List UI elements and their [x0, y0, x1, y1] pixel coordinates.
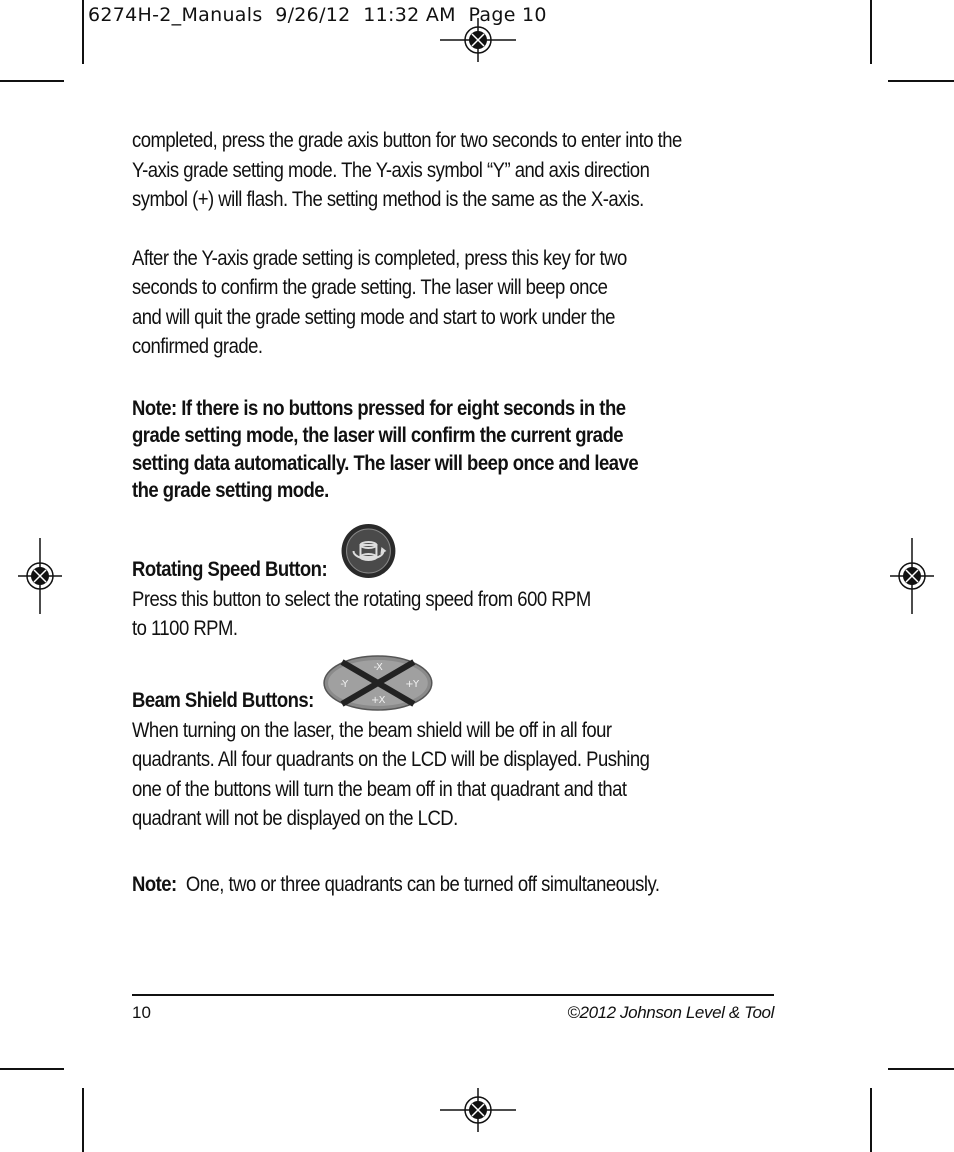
crop-mark [870, 1088, 872, 1152]
beam-shield-cross-icon [322, 654, 434, 712]
note-quadrants [132, 870, 786, 900]
beam-shield-description: When turning on the laser, the beam shield will be off in all four quadrants. All four quadrants on the LCD will be displayed. Pushing one of the buttons will turn the beam off in that quadrant and that quadrant will not be displayed on the LCD. [132, 717, 650, 830]
beam-shield-heading-row [132, 654, 786, 716]
footer-divider [132, 994, 774, 996]
paragraph-y-axis-setting: completed, press the grade axis button for two seconds to enter into the Y-axis grade setting mode. The Y-axis symbol “Y” and axis direction symbol (+) will flash. The setting method is the same as the X-axis. [132, 128, 682, 211]
note-quadrants-text: One, two or three quadrants can be turned off simultaneously. [185, 871, 660, 896]
print-slug-header: 6274H-2_Manuals 9/26/12 11:32 AM Page 10 [88, 4, 547, 26]
crop-mark [82, 1088, 84, 1152]
beam-shield-plus-y-label: +Y [405, 678, 419, 690]
crop-mark [82, 0, 84, 64]
note-auto-confirm: Note: If there is no buttons pressed for eight seconds in the grade setting mode, the laser will confirm the current grade setting data automatically. The laser will beep once and leave the grade setting mode. [132, 395, 639, 502]
registration-target-icon [440, 18, 516, 62]
rotating-speed-description: Press this button to select the rotating speed from 600 RPM to 1100 RPM. [132, 586, 591, 640]
beam-shield-minus-y-label: -Y [340, 678, 348, 690]
rotation-speed-icon [337, 523, 399, 579]
paragraph-confirm-grade: After the Y-axis grade setting is completed, press this key for two seconds to confirm the grade setting. The laser will beep once and will quit the grade setting mode and start to work under the confirmed grade. [132, 245, 627, 358]
crop-mark [888, 80, 954, 82]
beam-shield-plus-x-label: +X [371, 694, 386, 706]
registration-target-icon [440, 1088, 516, 1132]
page-number: 10 [132, 1003, 151, 1022]
registration-target-icon [18, 538, 62, 614]
beam-shield-minus-x-label: -X [373, 661, 383, 673]
crop-mark [888, 1068, 954, 1070]
note-label: Note: [132, 871, 177, 896]
rotating-speed-heading: Rotating Speed Button: [132, 557, 328, 581]
rotating-speed-heading-row [132, 523, 786, 585]
registration-target-icon [890, 538, 934, 614]
crop-mark [870, 0, 872, 64]
beam-shield-heading: Beam Shield Buttons: [132, 688, 314, 712]
crop-mark [0, 80, 64, 82]
crop-mark [0, 1068, 64, 1070]
page-body [132, 126, 782, 899]
copyright-notice: ©2012 Johnson Level & Tool [567, 1003, 774, 1022]
